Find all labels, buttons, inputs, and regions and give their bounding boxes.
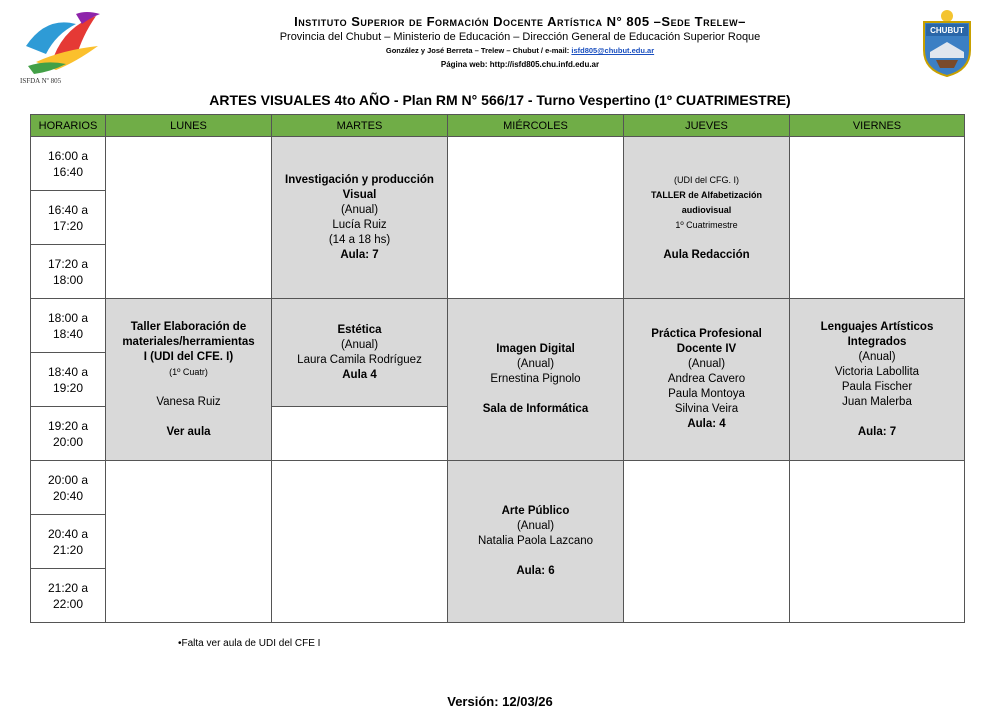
time-slot: 19:20 a 20:00: [31, 407, 106, 461]
column-header-jueves: JUEVES: [624, 115, 790, 137]
time-slot: 16:40 a 17:20: [31, 191, 106, 245]
time-slot: 18:40 a 19:20: [31, 353, 106, 407]
column-header-viernes: VIERNES: [790, 115, 965, 137]
class-investigacion-produccion: Investigación y producción Visual (Anual) Lucía Ruiz (14 a 18 hs) Aula: 7: [272, 137, 448, 299]
table-row: [31, 137, 965, 191]
column-header-miercoles: MIÉRCOLES: [448, 115, 624, 137]
version-label: Versión: 12/03/26: [447, 694, 553, 709]
class-practica-profesional: Práctica Profesional Docente IV (Anual) Andrea Cavero Paula Montoya Silvina Veira Aula: 4: [624, 299, 790, 461]
column-header-lunes: LUNES: [106, 115, 272, 137]
time-slot: 17:20 a 18:00: [31, 245, 106, 299]
schedule-table: [30, 114, 965, 623]
province-line: Provincia del Chubut – Ministerio de Educación – Dirección General de Educación Superior Roque: [279, 31, 761, 43]
table-row: [31, 461, 965, 515]
document-header: [0, 0, 1000, 92]
empty-cell: [790, 137, 965, 299]
footnote: •Falta ver aula de UDI del CFE I: [178, 638, 321, 649]
time-slot: 16:00 a 16:40: [31, 137, 106, 191]
time-slot: 20:00 a 20:40: [31, 461, 106, 515]
website-line: Página web: http://isfd805.chu.infd.edu.ar: [440, 60, 600, 69]
empty-cell: [624, 461, 790, 623]
class-arte-publico: Arte Público (Anual) Natalia Paola Lazcano Aula: 6: [448, 461, 624, 623]
chubut-shield-icon: [918, 8, 976, 78]
empty-cell: [448, 137, 624, 299]
time-slot: 21:20 a 22:00: [31, 569, 106, 623]
empty-cell: [106, 137, 272, 299]
class-lenguajes-artisticos: Lenguajes Artísticos Integrados (Anual) Victoria Labollita Paula Fischer Juan Malerba Aula: 7: [790, 299, 965, 461]
table-row: [31, 299, 965, 353]
table-header-row: [31, 115, 965, 137]
time-slot: 20:40 a 21:20: [31, 515, 106, 569]
empty-cell: [106, 461, 272, 623]
column-header-horarios: HORARIOS: [31, 115, 106, 137]
class-taller-alfabetizacion: (UDI del CFG. I) TALLER de Alfabetización audiovisual 1º Cuatrimestre Aula Redacción: [624, 137, 790, 299]
svg-text:CHUBUT: CHUBUT: [930, 26, 964, 35]
empty-cell: [272, 407, 448, 461]
column-header-martes: MARTES: [272, 115, 448, 137]
svg-text:ISFDA Nº 805: ISFDA Nº 805: [20, 77, 62, 85]
class-imagen-digital: Imagen Digital (Anual) Ernestina Pignolo Sala de Informática: [448, 299, 624, 461]
class-taller-elaboracion: Taller Elaboración de materiales/herramientas I (UDI del CFE. I) (1º Cuatr) Vanesa Ruiz Ver aula: [106, 299, 272, 461]
empty-cell: [272, 461, 448, 623]
class-estetica: Estética (Anual) Laura Camila Rodríguez Aula 4: [272, 299, 448, 407]
address-line: González y José Berreta – Trelew – Chubut / e-mail: isfd805@chubut.edu.ar: [385, 46, 655, 55]
time-slot: 18:00 a 18:40: [31, 299, 106, 353]
schedule-title: ARTES VISUALES 4to AÑO - Plan RM N° 566/17 - Turno Vespertino (1º CUATRIMESTRE): [209, 92, 791, 108]
institution-name: Instituto Superior de Formación Docente Artística N° 805 –Sede Trelew–: [294, 14, 746, 29]
isfda-logo-icon: [16, 6, 108, 86]
empty-cell: [790, 461, 965, 623]
email-link[interactable]: isfd805@chubut.edu.ar: [571, 46, 655, 55]
